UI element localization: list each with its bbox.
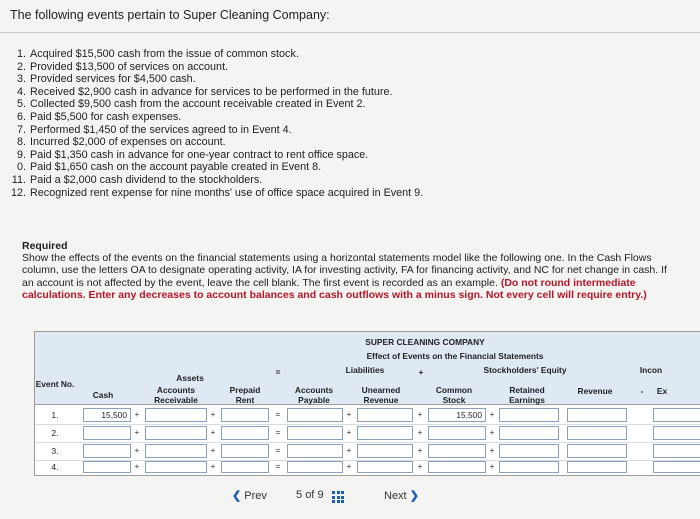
prepaid-rent-cell[interactable]	[221, 461, 269, 473]
prev-button[interactable]	[232, 489, 267, 502]
statements-model-table	[34, 331, 700, 476]
total-pages: 9	[317, 489, 324, 501]
plus-op: +	[417, 410, 423, 419]
common-stock-cell[interactable]: 15,500	[428, 408, 486, 422]
row-divider	[35, 442, 700, 443]
eq-op: =	[275, 410, 281, 419]
header-plus-op: +	[418, 367, 424, 377]
grid-icon[interactable]	[332, 491, 344, 503]
plus-op: +	[346, 410, 352, 419]
common-stock-cell[interactable]	[428, 426, 486, 440]
revenue-cell[interactable]	[567, 444, 627, 458]
expenses-cell[interactable]	[653, 461, 700, 473]
accounts-payable-cell[interactable]	[287, 444, 343, 458]
plus-op: +	[417, 462, 423, 471]
pagination	[0, 489, 700, 509]
eq-op: =	[275, 462, 281, 471]
row-number: 1.	[51, 410, 59, 420]
plus-op: +	[417, 446, 423, 455]
col-common-stock: Common Stock	[435, 385, 473, 405]
unearned-revenue-cell[interactable]	[357, 408, 413, 422]
table-header	[35, 332, 700, 405]
unearned-revenue-cell[interactable]	[357, 426, 413, 440]
retained-earnings-cell[interactable]	[499, 461, 559, 473]
divider	[0, 32, 700, 33]
plus-op: +	[489, 428, 495, 437]
page-indicator	[296, 489, 324, 501]
plus-op: +	[134, 462, 140, 471]
prepaid-rent-cell[interactable]	[221, 426, 269, 440]
col-event: Event No.	[35, 379, 75, 389]
plus-op: +	[346, 446, 352, 455]
required-instructions	[22, 240, 672, 301]
group-assets: Assets	[176, 373, 204, 383]
list-item: 12. Recognized rent expense for nine months' use of office space acquired in Event 9.	[10, 186, 424, 199]
list-item: 5. Collected $9,500 cash from the account receivable created in Event 2.	[16, 98, 366, 111]
retained-earnings-cell[interactable]	[499, 426, 559, 440]
list-item: 9. Paid $1,350 cash in advance for one-year contract to rent office space.	[16, 148, 369, 161]
plus-op: +	[417, 428, 423, 437]
revenue-cell[interactable]	[567, 408, 627, 422]
accounts-receivable-cell[interactable]	[145, 408, 207, 422]
list-item: 4. Received $2,900 cash in advance for services to be performed in the future.	[16, 85, 393, 98]
prev-label: Prev	[244, 490, 267, 502]
col-prepaid-rent: Prepaid Rent	[229, 385, 261, 405]
accounts-receivable-cell[interactable]	[145, 444, 207, 458]
plus-op: +	[489, 410, 495, 419]
retained-earnings-cell[interactable]	[499, 444, 559, 458]
plus-op: +	[489, 462, 495, 471]
col-unearned-revenue: Unearned Revenue	[361, 385, 401, 405]
common-stock-cell[interactable]	[428, 461, 486, 473]
prepaid-rent-cell[interactable]	[221, 444, 269, 458]
accounts-receivable-cell[interactable]	[145, 461, 207, 473]
list-item: 0. Paid $1,650 cash on the account payable created in Event 8.	[16, 161, 322, 174]
col-accounts-receivable: Accounts Receivable	[154, 385, 198, 405]
col-accounts-payable: Accounts Payable	[294, 385, 334, 405]
unearned-revenue-cell[interactable]	[357, 444, 413, 458]
list-item: 7. Performed $1,450 of the services agreed to in Event 4.	[16, 123, 292, 136]
row-number: 4.	[51, 462, 59, 472]
page-of: of	[305, 489, 315, 501]
header-minus-op: -	[640, 386, 644, 396]
table-subtitle: Effect of Events on the Financial Statements	[366, 351, 544, 361]
list-item: 6. Paid $5,500 for cash expenses.	[16, 110, 182, 123]
list-item: 3. Provided services for $4,500 cash.	[16, 73, 196, 86]
common-stock-cell[interactable]	[428, 444, 486, 458]
list-item: 11. Paid a $2,000 cash dividend to the stockholders.	[11, 173, 263, 186]
cash-cell[interactable]	[83, 426, 131, 440]
event-list	[6, 48, 423, 199]
required-body: Show the effects of the events on the financial statements using a horizontal statements model like the following one. In the Cash Flows column, use the letters OA to designate operating activity, IA for investing activity, FA for financing activity, and NC for net change in cash. If an account is not affected by the event, leave the cell blank. The first event is recorded as an example.	[22, 252, 667, 289]
plus-op: +	[210, 428, 216, 437]
plus-op: +	[134, 446, 140, 455]
list-item: 8. Incurred $2,000 of expenses on account.	[16, 136, 226, 149]
retained-earnings-cell[interactable]	[499, 408, 559, 422]
group-liabilities: Liabilities	[345, 365, 385, 375]
col-revenue: Revenue	[577, 386, 613, 396]
expenses-cell[interactable]	[653, 444, 700, 458]
group-equity: Stockholders' Equity	[483, 365, 567, 375]
expenses-cell[interactable]	[653, 408, 700, 422]
list-item: 2. Provided $13,500 of services on account.	[16, 60, 229, 73]
current-page: 5	[296, 489, 303, 501]
next-label: Next	[384, 490, 407, 502]
cash-cell[interactable]	[83, 444, 131, 458]
question-title: The following events pertain to Super Cleaning Company:	[10, 8, 330, 22]
revenue-cell[interactable]	[567, 426, 627, 440]
accounts-receivable-cell[interactable]	[145, 426, 207, 440]
accounts-payable-cell[interactable]	[287, 408, 343, 422]
plus-op: +	[346, 428, 352, 437]
accounts-payable-cell[interactable]	[287, 426, 343, 440]
col-retained-earnings: Retained Earnings	[509, 385, 545, 405]
eq-op: =	[275, 446, 281, 455]
plus-op: +	[489, 446, 495, 455]
plus-op: +	[134, 428, 140, 437]
cash-cell[interactable]: 15,500	[83, 408, 131, 422]
row-number: 3.	[51, 446, 59, 456]
unearned-revenue-cell[interactable]	[357, 461, 413, 473]
header-eq-op: =	[275, 367, 281, 377]
plus-op: +	[346, 462, 352, 471]
expenses-cell[interactable]	[653, 426, 700, 440]
plus-op: +	[134, 410, 140, 419]
prepaid-rent-cell[interactable]	[221, 408, 269, 422]
eq-op: =	[275, 428, 281, 437]
list-item: 1. Acquired $15,500 cash from the issue of common stock.	[16, 48, 299, 60]
row-number: 2.	[51, 428, 59, 438]
plus-op: +	[210, 446, 216, 455]
next-button[interactable]	[384, 489, 419, 502]
row-divider	[35, 424, 700, 425]
company-name: SUPER CLEANING COMPANY	[365, 337, 485, 347]
col-cash: Cash	[92, 390, 114, 400]
required-emphasis: (Do not round intermediate calculations. Enter any decreases to account balances and cash outflows with a minus sign. Not every cell will require entry.)	[22, 276, 647, 301]
plus-op: +	[210, 410, 216, 419]
required-heading: Required	[22, 240, 68, 252]
plus-op: +	[210, 462, 216, 471]
chevron-right-icon: ❯	[409, 490, 419, 502]
col-expenses: Ex	[656, 386, 668, 396]
revenue-cell[interactable]	[567, 461, 627, 473]
cash-cell[interactable]	[83, 461, 131, 473]
accounts-payable-cell[interactable]	[287, 461, 343, 473]
group-income: Incon	[639, 365, 663, 375]
chevron-left-icon: ❮	[232, 490, 242, 502]
